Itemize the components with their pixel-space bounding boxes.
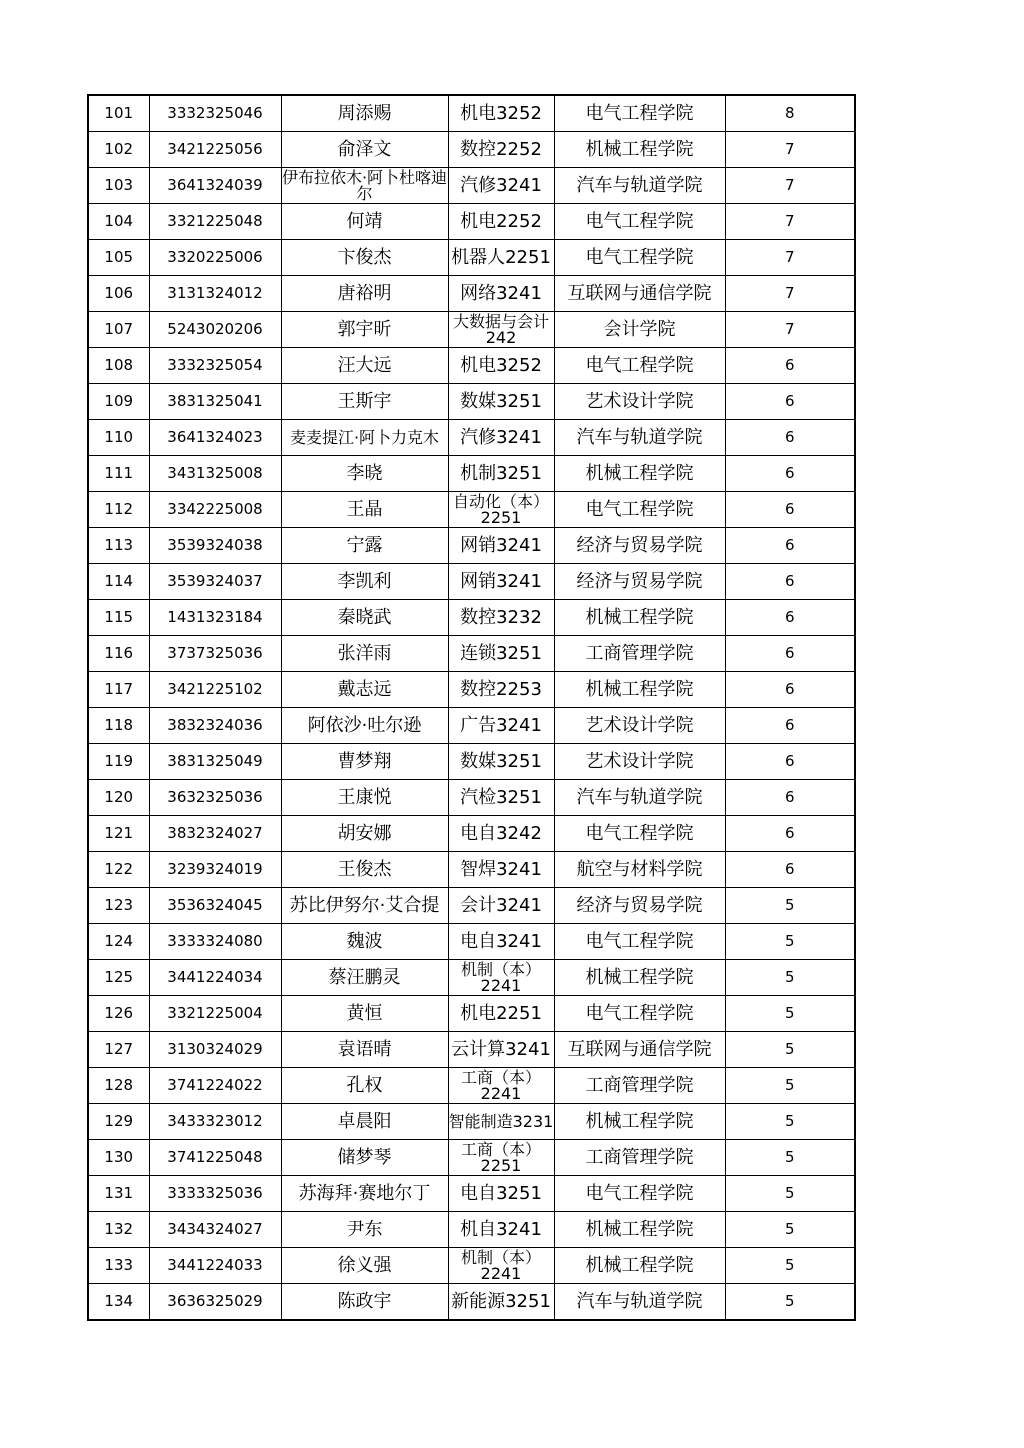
score-cell: 6: [725, 600, 855, 636]
row-number-cell: 123: [88, 888, 149, 924]
student-name-cell: 唐裕明: [281, 276, 448, 312]
table-row: [88, 1140, 855, 1176]
table-row: [88, 780, 855, 816]
department-cell: 电气工程学院: [554, 816, 725, 852]
row-number-cell: 108: [88, 348, 149, 384]
class-name-cell: 网销3241: [448, 564, 554, 600]
department-cell: 工商管理学院: [554, 636, 725, 672]
table-row: [88, 744, 855, 780]
score-cell: 5: [725, 1212, 855, 1248]
department-cell: 艺术设计学院: [554, 384, 725, 420]
row-number-cell: 127: [88, 1032, 149, 1068]
student-name-cell: 周添赐: [281, 95, 448, 132]
student-id-cell: 3441224034: [149, 960, 281, 996]
table-row: [88, 708, 855, 744]
row-number-cell: 118: [88, 708, 149, 744]
table-row: [88, 1212, 855, 1248]
class-name-cell: 数媒3251: [448, 384, 554, 420]
roster-sheet: [87, 94, 854, 1321]
row-number-cell: 129: [88, 1104, 149, 1140]
score-cell: 8: [725, 95, 855, 132]
score-cell: 5: [725, 1176, 855, 1212]
department-cell: 汽车与轨道学院: [554, 168, 725, 204]
table-row: [88, 888, 855, 924]
class-name-cell: 机自3241: [448, 1212, 554, 1248]
table-row: [88, 1248, 855, 1284]
student-name-cell: 李凯利: [281, 564, 448, 600]
department-cell: 艺术设计学院: [554, 744, 725, 780]
table-row: [88, 276, 855, 312]
table-row: [88, 168, 855, 204]
class-name-cell: 机器人2251: [448, 240, 554, 276]
department-cell: 电气工程学院: [554, 240, 725, 276]
student-name-cell: 秦晓武: [281, 600, 448, 636]
student-id-cell: 3239324019: [149, 852, 281, 888]
department-cell: 机械工程学院: [554, 132, 725, 168]
student-name-cell: 苏海拜·赛地尔丁: [281, 1176, 448, 1212]
score-cell: 7: [725, 132, 855, 168]
student-id-cell: 3641324023: [149, 420, 281, 456]
row-number-cell: 116: [88, 636, 149, 672]
student-id-cell: 3333325036: [149, 1176, 281, 1212]
student-id-cell: 3421225102: [149, 672, 281, 708]
department-cell: 机械工程学院: [554, 600, 725, 636]
student-name-cell: 何靖: [281, 204, 448, 240]
student-id-cell: 3433323012: [149, 1104, 281, 1140]
department-cell: 电气工程学院: [554, 348, 725, 384]
table-row: [88, 348, 855, 384]
student-name-cell: 汪大远: [281, 348, 448, 384]
score-cell: 5: [725, 996, 855, 1032]
department-cell: 机械工程学院: [554, 960, 725, 996]
student-id-cell: 3741225048: [149, 1140, 281, 1176]
student-id-cell: 3539324038: [149, 528, 281, 564]
table-row: [88, 492, 855, 528]
row-number-cell: 125: [88, 960, 149, 996]
table-row: [88, 1068, 855, 1104]
score-cell: 5: [725, 1104, 855, 1140]
roster-table-body: [88, 95, 855, 1320]
table-row: [88, 528, 855, 564]
student-id-cell: 3641324039: [149, 168, 281, 204]
score-cell: 5: [725, 1032, 855, 1068]
class-name-cell: 广告3241: [448, 708, 554, 744]
table-row: [88, 816, 855, 852]
department-cell: 机械工程学院: [554, 672, 725, 708]
score-cell: 5: [725, 1068, 855, 1104]
student-name-cell: 陈政宇: [281, 1284, 448, 1321]
student-id-cell: 3741224022: [149, 1068, 281, 1104]
row-number-cell: 122: [88, 852, 149, 888]
class-name-cell: 电自3241: [448, 924, 554, 960]
row-number-cell: 134: [88, 1284, 149, 1321]
score-cell: 6: [725, 528, 855, 564]
score-cell: 5: [725, 960, 855, 996]
score-cell: 6: [725, 420, 855, 456]
student-id-cell: 3832324036: [149, 708, 281, 744]
student-name-cell: 储梦琴: [281, 1140, 448, 1176]
score-cell: 6: [725, 384, 855, 420]
student-id-cell: 1431323184: [149, 600, 281, 636]
department-cell: 电气工程学院: [554, 1176, 725, 1212]
table-row: [88, 636, 855, 672]
table-row: [88, 456, 855, 492]
row-number-cell: 120: [88, 780, 149, 816]
roster-table: [87, 94, 856, 1321]
department-cell: 工商管理学院: [554, 1068, 725, 1104]
score-cell: 7: [725, 312, 855, 348]
row-number-cell: 106: [88, 276, 149, 312]
row-number-cell: 105: [88, 240, 149, 276]
row-number-cell: 101: [88, 95, 149, 132]
student-name-cell: 王俊杰: [281, 852, 448, 888]
student-name-cell: 黄恒: [281, 996, 448, 1032]
student-id-cell: 3131324012: [149, 276, 281, 312]
score-cell: 7: [725, 240, 855, 276]
score-cell: 6: [725, 708, 855, 744]
student-id-cell: 3539324037: [149, 564, 281, 600]
table-row: [88, 1104, 855, 1140]
row-number-cell: 112: [88, 492, 149, 528]
table-row: [88, 1176, 855, 1212]
score-cell: 7: [725, 204, 855, 240]
student-name-cell: 麦麦提江·阿卜力克木: [281, 420, 448, 456]
student-name-cell: 尹东: [281, 1212, 448, 1248]
class-name-cell: 新能源3251: [448, 1284, 554, 1321]
table-row: [88, 564, 855, 600]
student-id-cell: 3636325029: [149, 1284, 281, 1321]
department-cell: 工商管理学院: [554, 1140, 725, 1176]
student-id-cell: 3431325008: [149, 456, 281, 492]
table-row: [88, 1032, 855, 1068]
class-name-cell: 数控3232: [448, 600, 554, 636]
class-name-cell: 机电3252: [448, 95, 554, 132]
class-name-cell: 自动化（本）2251: [448, 492, 554, 528]
department-cell: 电气工程学院: [554, 95, 725, 132]
row-number-cell: 107: [88, 312, 149, 348]
table-row: [88, 672, 855, 708]
student-id-cell: 3831325041: [149, 384, 281, 420]
score-cell: 6: [725, 744, 855, 780]
score-cell: 6: [725, 456, 855, 492]
student-id-cell: 3332325046: [149, 95, 281, 132]
score-cell: 6: [725, 780, 855, 816]
table-row: [88, 384, 855, 420]
class-name-cell: 工商（本）2251: [448, 1140, 554, 1176]
department-cell: 航空与材料学院: [554, 852, 725, 888]
class-name-cell: 机制（本）2241: [448, 1248, 554, 1284]
student-id-cell: 3321225048: [149, 204, 281, 240]
student-name-cell: 戴志远: [281, 672, 448, 708]
department-cell: 互联网与通信学院: [554, 1032, 725, 1068]
table-row: [88, 600, 855, 636]
class-name-cell: 网销3241: [448, 528, 554, 564]
table-row: [88, 996, 855, 1032]
student-id-cell: 3342225008: [149, 492, 281, 528]
student-id-cell: 3130324029: [149, 1032, 281, 1068]
student-name-cell: 伊布拉依木·阿卜杜喀迪尔: [281, 167, 448, 203]
score-cell: 7: [725, 276, 855, 312]
score-cell: 6: [725, 636, 855, 672]
row-number-cell: 117: [88, 672, 149, 708]
table-row: [88, 95, 855, 132]
class-name-cell: 大数据与会计242: [448, 312, 554, 348]
department-cell: 互联网与通信学院: [554, 276, 725, 312]
student-id-cell: 3737325036: [149, 636, 281, 672]
department-cell: 机械工程学院: [554, 1248, 725, 1284]
class-name-cell: 智焊3241: [448, 852, 554, 888]
student-id-cell: 3333324080: [149, 924, 281, 960]
student-name-cell: 郭宇昕: [281, 312, 448, 348]
student-id-cell: 3832324027: [149, 816, 281, 852]
student-name-cell: 苏比伊努尔·艾合提: [281, 888, 448, 924]
class-name-cell: 数控2253: [448, 672, 554, 708]
class-name-cell: 数控2252: [448, 132, 554, 168]
student-name-cell: 卞俊杰: [281, 240, 448, 276]
student-name-cell: 魏波: [281, 924, 448, 960]
class-name-cell: 汽修3241: [448, 420, 554, 456]
student-id-cell: 3320225006: [149, 240, 281, 276]
class-name-cell: 连锁3251: [448, 636, 554, 672]
student-id-cell: 3332325054: [149, 348, 281, 384]
score-cell: 6: [725, 564, 855, 600]
score-cell: 5: [725, 1140, 855, 1176]
table-row: [88, 240, 855, 276]
department-cell: 会计学院: [554, 312, 725, 348]
department-cell: 电气工程学院: [554, 492, 725, 528]
table-row: [88, 312, 855, 348]
student-name-cell: 蔡汪鹏灵: [281, 960, 448, 996]
score-cell: 6: [725, 492, 855, 528]
student-name-cell: 卓晨阳: [281, 1104, 448, 1140]
table-row: [88, 420, 855, 456]
student-id-cell: 3632325036: [149, 780, 281, 816]
student-name-cell: 徐义强: [281, 1248, 448, 1284]
class-name-cell: 机电3252: [448, 348, 554, 384]
class-name-cell: 汽修3241: [448, 168, 554, 204]
student-id-cell: 5243020206: [149, 312, 281, 348]
row-number-cell: 131: [88, 1176, 149, 1212]
student-id-cell: 3421225056: [149, 132, 281, 168]
department-cell: 汽车与轨道学院: [554, 420, 725, 456]
score-cell: 6: [725, 816, 855, 852]
student-name-cell: 王斯宇: [281, 384, 448, 420]
class-name-cell: 会计3241: [448, 888, 554, 924]
class-name-cell: 网络3241: [448, 276, 554, 312]
student-name-cell: 李晓: [281, 456, 448, 492]
table-row: [88, 924, 855, 960]
student-name-cell: 曹梦翔: [281, 744, 448, 780]
score-cell: 5: [725, 924, 855, 960]
student-name-cell: 王晶: [281, 492, 448, 528]
row-number-cell: 115: [88, 600, 149, 636]
score-cell: 5: [725, 1284, 855, 1321]
row-number-cell: 119: [88, 744, 149, 780]
score-cell: 6: [725, 348, 855, 384]
class-name-cell: 云计算3241: [448, 1032, 554, 1068]
department-cell: 经济与贸易学院: [554, 528, 725, 564]
department-cell: 汽车与轨道学院: [554, 780, 725, 816]
department-cell: 电气工程学院: [554, 996, 725, 1032]
student-name-cell: 俞泽文: [281, 132, 448, 168]
student-id-cell: 3536324045: [149, 888, 281, 924]
score-cell: 7: [725, 168, 855, 204]
department-cell: 机械工程学院: [554, 1212, 725, 1248]
student-name-cell: 胡安娜: [281, 816, 448, 852]
row-number-cell: 109: [88, 384, 149, 420]
table-row: [88, 960, 855, 996]
class-name-cell: 工商（本）2241: [448, 1068, 554, 1104]
department-cell: 电气工程学院: [554, 924, 725, 960]
class-name-cell: 汽检3251: [448, 780, 554, 816]
student-name-cell: 袁语晴: [281, 1032, 448, 1068]
row-number-cell: 102: [88, 132, 149, 168]
department-cell: 艺术设计学院: [554, 708, 725, 744]
row-number-cell: 126: [88, 996, 149, 1032]
table-row: [88, 132, 855, 168]
row-number-cell: 130: [88, 1140, 149, 1176]
table-row: [88, 1284, 855, 1321]
score-cell: 5: [725, 888, 855, 924]
class-name-cell: 机电2251: [448, 996, 554, 1032]
row-number-cell: 114: [88, 564, 149, 600]
student-name-cell: 张洋雨: [281, 636, 448, 672]
row-number-cell: 121: [88, 816, 149, 852]
department-cell: 汽车与轨道学院: [554, 1284, 725, 1321]
class-name-cell: 电自3242: [448, 816, 554, 852]
row-number-cell: 113: [88, 528, 149, 564]
class-name-cell: 电自3251: [448, 1176, 554, 1212]
class-name-cell: 数媒3251: [448, 744, 554, 780]
student-name-cell: 孔权: [281, 1068, 448, 1104]
table-row: [88, 204, 855, 240]
student-name-cell: 阿依沙·吐尔逊: [281, 708, 448, 744]
row-number-cell: 111: [88, 456, 149, 492]
class-name-cell: 智能制造3231: [448, 1104, 554, 1140]
row-number-cell: 110: [88, 420, 149, 456]
score-cell: 5: [725, 1248, 855, 1284]
score-cell: 6: [725, 852, 855, 888]
row-number-cell: 104: [88, 204, 149, 240]
score-cell: 6: [725, 672, 855, 708]
department-cell: 经济与贸易学院: [554, 564, 725, 600]
class-name-cell: 机制（本）2241: [448, 960, 554, 996]
student-name-cell: 王康悦: [281, 780, 448, 816]
student-id-cell: 3441224033: [149, 1248, 281, 1284]
row-number-cell: 124: [88, 924, 149, 960]
row-number-cell: 103: [88, 168, 149, 204]
class-name-cell: 机电2252: [448, 204, 554, 240]
department-cell: 机械工程学院: [554, 1104, 725, 1140]
student-id-cell: 3321225004: [149, 996, 281, 1032]
row-number-cell: 133: [88, 1248, 149, 1284]
department-cell: 电气工程学院: [554, 204, 725, 240]
student-id-cell: 3831325049: [149, 744, 281, 780]
row-number-cell: 132: [88, 1212, 149, 1248]
student-name-cell: 宁露: [281, 528, 448, 564]
row-number-cell: 128: [88, 1068, 149, 1104]
class-name-cell: 机制3251: [448, 456, 554, 492]
department-cell: 机械工程学院: [554, 456, 725, 492]
student-id-cell: 3434324027: [149, 1212, 281, 1248]
table-row: [88, 852, 855, 888]
department-cell: 经济与贸易学院: [554, 888, 725, 924]
